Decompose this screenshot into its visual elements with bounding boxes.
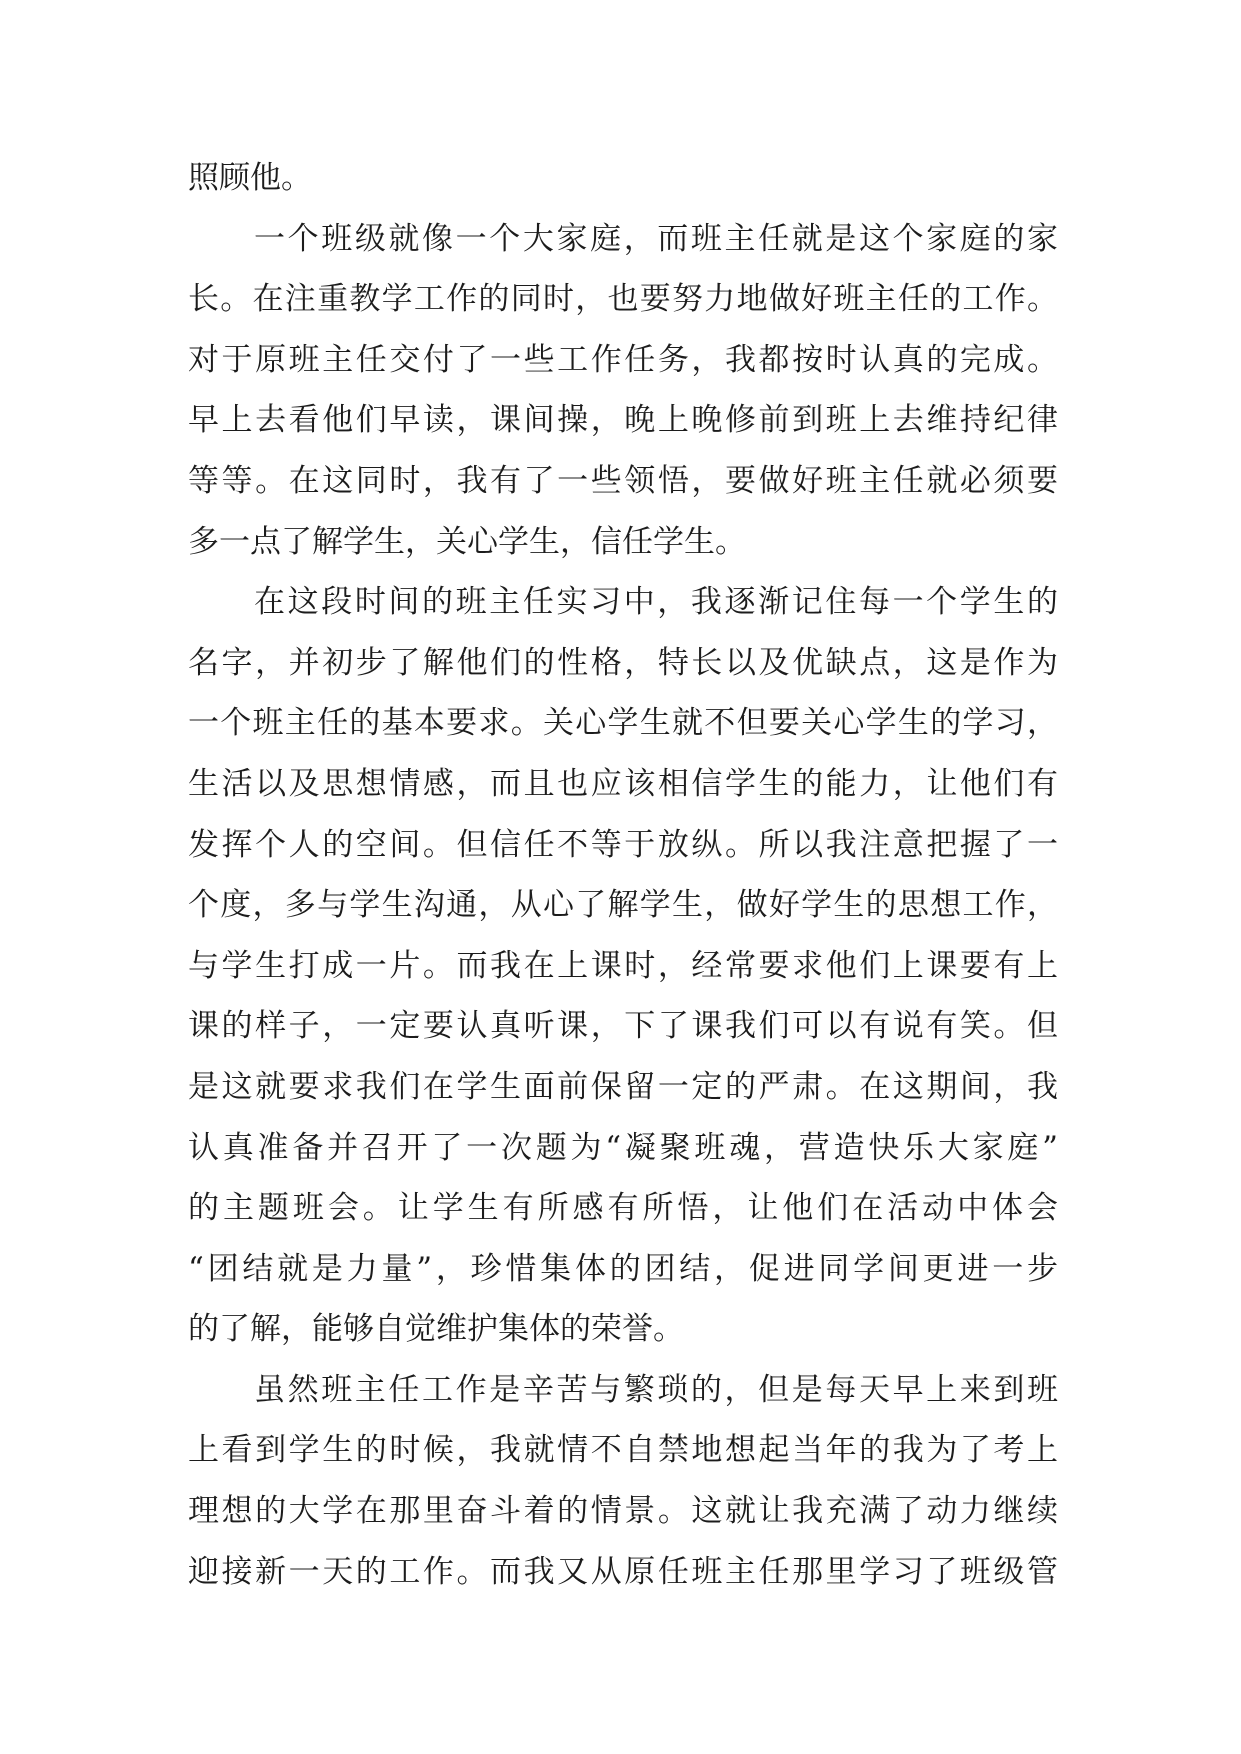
text-line: 长。在注重教学工作的同时，也要努力地做好班主任的工作。 <box>188 281 1058 318</box>
text-line: 名字，并初步了解他们的性格，特长以及优缺点，这是作为 <box>188 644 1058 681</box>
paragraph-first-line: 在这段时间的班主任实习中，我逐渐记住每一个学生的 <box>254 584 1058 621</box>
text-line: 迎接新一天的工作。而我又从原任班主任那里学习了班级管 <box>188 1553 1058 1590</box>
body-text <box>188 148 1058 1602</box>
text-line: 上看到学生的时候，我就情不自禁地想起当年的我为了考上 <box>188 1432 1058 1469</box>
text-line: 认真准备并召开了一次题为“凝聚班魂，营造快乐大家庭” <box>188 1129 1058 1166</box>
text-line: 等等。在这同时，我有了一些领悟，要做好班主任就必须要 <box>188 462 1058 499</box>
text-line: 一个班主任的基本要求。关心学生就不但要关心学生的学习， <box>188 705 1058 742</box>
paragraph-first-line: 虽然班主任工作是辛苦与繁琐的，但是每天早上来到班 <box>254 1371 1058 1408</box>
text-line: 与学生打成一片。而我在上课时，经常要求他们上课要有上 <box>188 947 1058 984</box>
text-line: 的了解，能够自觉维护集体的荣誉。 <box>188 1311 684 1348</box>
text-line: 生活以及思想情感，而且也应该相信学生的能力，让他们有 <box>188 765 1058 802</box>
text-line: 理想的大学在那里奋斗着的情景。这就让我充满了动力继续 <box>188 1493 1058 1530</box>
paragraph-first-line: 一个班级就像一个大家庭，而班主任就是这个家庭的家 <box>254 220 1058 257</box>
text-line: 早上去看他们早读，课间操，晚上晚修前到班上去维持纪律 <box>188 402 1058 439</box>
text-line: 照顾他。 <box>188 160 312 196</box>
text-line: 对于原班主任交付了一些工作任务，我都按时认真的完成。 <box>188 341 1058 378</box>
text-line: 课的样子，一定要认真听课，下了课我们可以有说有笑。但 <box>188 1008 1058 1045</box>
text-line: “团结就是力量”，珍惜集体的团结，促进同学间更进一步 <box>188 1250 1058 1287</box>
text-line: 多一点了解学生，关心学生，信任学生。 <box>188 523 746 560</box>
text-line: 个度，多与学生沟通，从心了解学生，做好学生的思想工作， <box>188 887 1058 924</box>
text-line: 的主题班会。让学生有所感有所悟，让他们在活动中体会 <box>188 1190 1058 1227</box>
text-line: 发挥个人的空间。但信任不等于放纵。所以我注意把握了一 <box>188 826 1058 863</box>
text-line: 是这就要求我们在学生面前保留一定的严肃。在这期间，我 <box>188 1068 1058 1105</box>
